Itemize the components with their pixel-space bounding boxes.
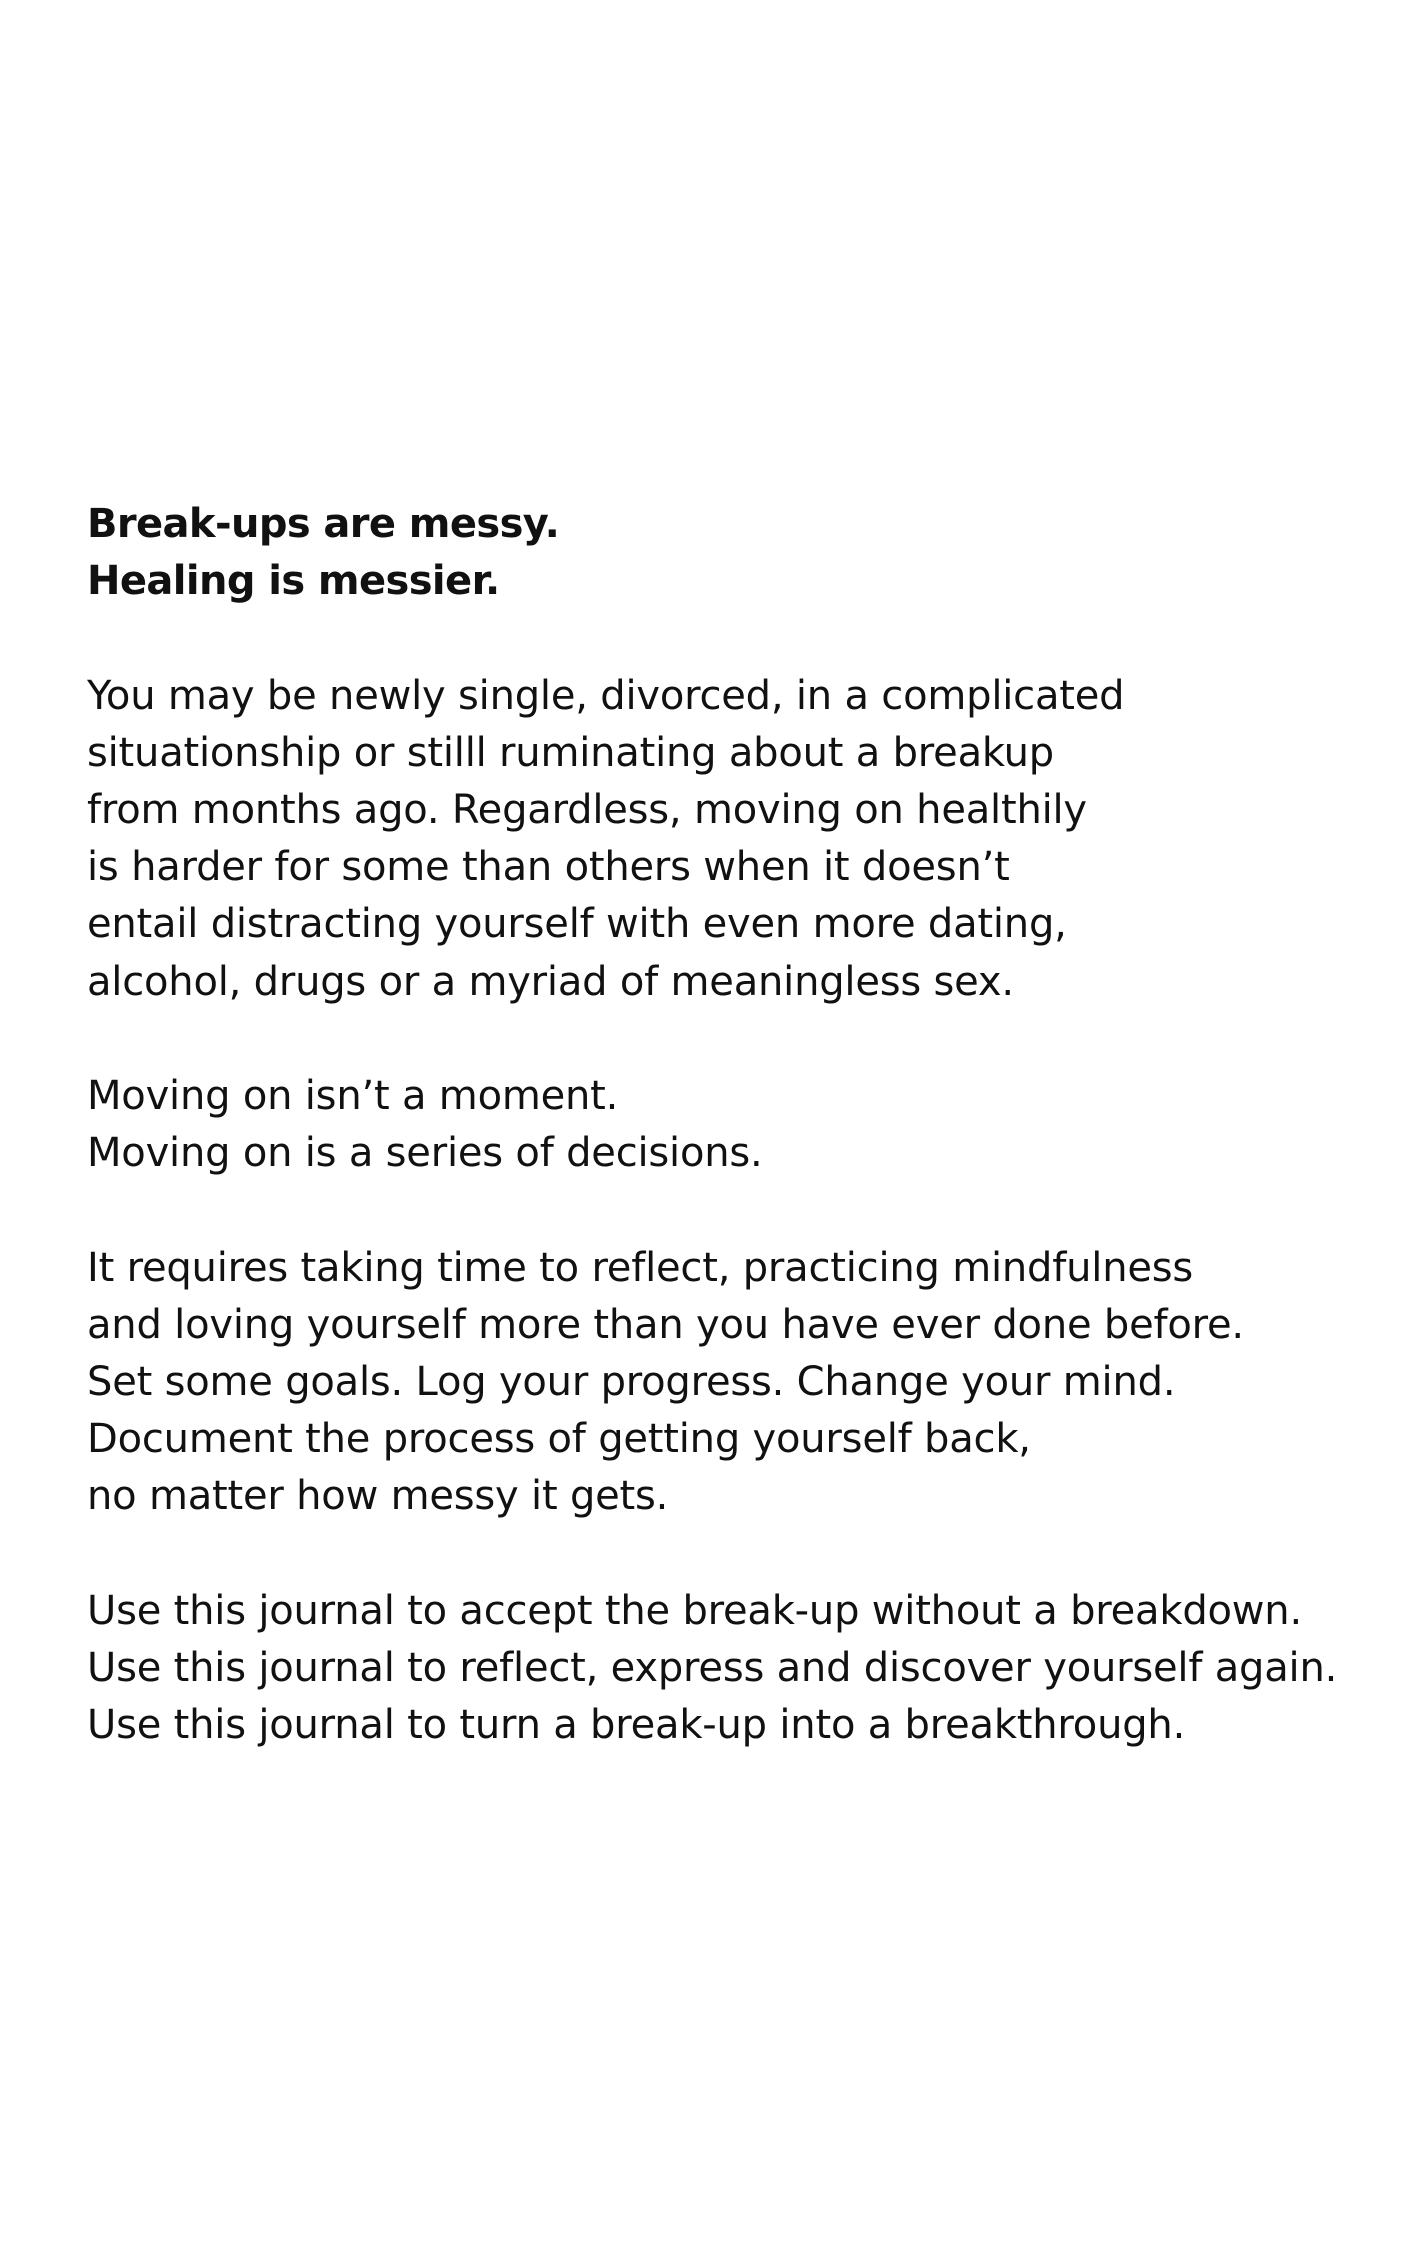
- paragraph-gap: [87, 610, 1387, 667]
- requires-line: Document the process of getting yourself back,: [87, 1416, 1031, 1463]
- use-journal-line: Use this journal to accept the break-up without a breakdown.: [87, 1587, 1302, 1634]
- intro-line: alcohol, drugs or a myriad of meaningless sex.: [87, 958, 1014, 1005]
- requires-line: It requires taking time to reflect, practicing mindfulness: [87, 1244, 1194, 1291]
- heading-line-2: Healing is messier.: [87, 558, 500, 605]
- requires-line: no matter how messy it gets.: [87, 1473, 669, 1520]
- intro-paragraph: [87, 668, 1387, 1011]
- use-journal-line: Use this journal to turn a break-up into a breakthrough.: [87, 1702, 1186, 1749]
- use-journal-line: Use this journal to reflect, express and discover yourself again.: [87, 1645, 1338, 1691]
- moving-on-paragraph: [87, 1068, 1387, 1182]
- intro-line: is harder for some than others when it doesn’t: [87, 844, 1010, 891]
- heading-line-1: Break-ups are messy.: [87, 501, 560, 547]
- intro-line: entail distracting yourself with even more dating,: [87, 901, 1067, 948]
- paragraph-gap: [87, 1011, 1387, 1068]
- intro-line: You may be newly single, divorced, in a complicated: [87, 672, 1125, 719]
- requires-line: and loving yourself more than you have ever done before.: [87, 1301, 1244, 1348]
- moving-on-line: Moving on is a series of decisions.: [87, 1130, 763, 1177]
- paragraph-gap: [87, 1526, 1387, 1583]
- intro-line: from months ago. Regardless, moving on healthily: [87, 787, 1087, 833]
- page-text: [87, 496, 1387, 1754]
- paragraph-gap: [87, 1182, 1387, 1239]
- requires-line: Set some goals. Log your progress. Change your mind.: [87, 1359, 1176, 1405]
- intro-line: situationship or stilll ruminating about a breakup: [87, 729, 1054, 776]
- moving-on-line: Moving on isn’t a moment.: [87, 1073, 619, 1119]
- use-journal-paragraph: [87, 1583, 1387, 1755]
- requires-paragraph: [87, 1240, 1387, 1526]
